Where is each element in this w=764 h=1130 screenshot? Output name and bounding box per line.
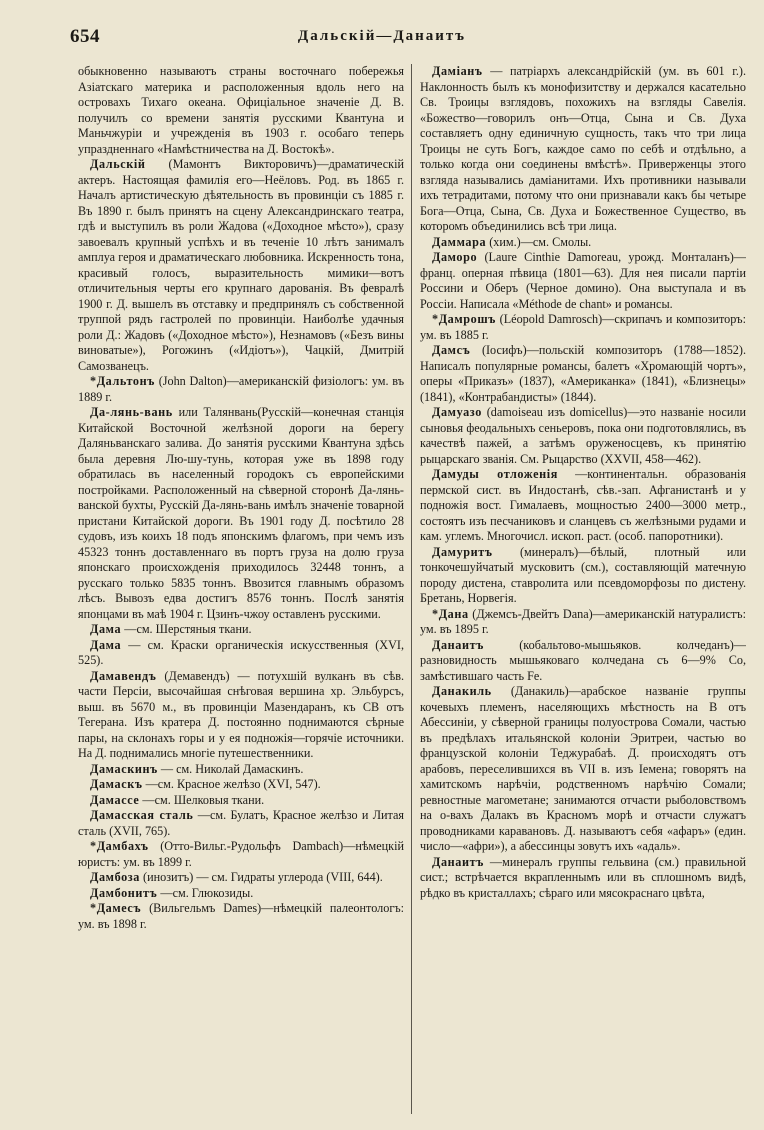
dictionary-entry	[420, 405, 746, 467]
entry-text: (Мамонтъ Викторовичъ)—драматическій актеръ. Настоящая фамилія его—Неёловъ. Род. въ 1865 г. Началъ артистическую дѣятельность въ провинціи съ 1885 г. Въ 1890 г. былъ принятъ на сцену Александринскаго театра, гдѣ и выступилъ въ роли Жадова («Доходное мѣсто»), сразу завоевалъ крупный успѣхъ и въ теченіе 10 лѣтъ занималъ амплуа героя и драматическаго любовника. Искренность тона, красивый голосъ, выразительность мимики—вотъ отличительныя черты его крупнаго дарованія. Въ февралѣ 1900 г. Д. вышелъ въ отставку и предпринялъ съ собственной труппой рядъ гастролей по провинціи. Наиболѣе удачныя роли Д.: Жадовъ («Доходное мѣсто»), Незнамовъ («Безъ вины виноватые»), Рогожинъ («Идіотъ»), Чацкій, Дмитрій Самозванецъ.	[78, 157, 404, 373]
entry-term: Данаитъ	[432, 637, 484, 652]
dictionary-entry	[420, 343, 746, 405]
entry-text: —минералъ группы гельвина (см.) правильной сист.; встрѣчается вкрапленнымъ или въ сплошномъ видѣ, рѣдко въ кристаллахъ; сѣраго или мясокраснаго цвѣта,	[420, 854, 746, 900]
running-head: Дальскій—Данаитъ	[297, 28, 467, 44]
dictionary-entry	[420, 684, 746, 855]
dictionary-entry	[78, 839, 404, 870]
entry-term: Дамавендъ	[90, 668, 157, 683]
dictionary-entry	[78, 808, 404, 839]
entry-term: *Дамесъ	[90, 901, 142, 915]
dictionary-entry	[420, 607, 746, 638]
entry-text: — см. Николай Дамаскинъ.	[160, 761, 304, 776]
entry-text: (Данакиль)—арабское названіе группы кочевыхъ племенъ, населяющихъ мѣстность на В отъ Абессиніи, у сѣверной границы полуострова Сомали, частью въ предѣлахъ итальянской колоніи Эритреи, частью во французской колоніи Теджурабаѣ. Д. происходятъ отъ арабовъ, переселившихся въ VII в. изъ Іемена; говорятъ на хамитскомъ нарѣчіи, родственномъ нарѣчію Сомали; ревностные магометане; занимаются отчасти рыболовствомъ на о-вахъ Далакъ въ Красномъ морѣ и отчасти служатъ проводниками каравановъ. Д. называютъ себя «афаръ» (един. число—«афри»), а абессинцы зовутъ ихъ «адаль».	[420, 684, 746, 853]
dictionary-entry	[78, 157, 404, 374]
dictionary-entry	[420, 638, 746, 685]
entry-text: (Вильгельмъ Dames)—нѣмецкій палеонтологъ: ум. въ 1898 г.	[78, 901, 404, 931]
dictionary-entry	[78, 64, 404, 157]
dictionary-entry	[420, 64, 746, 235]
entry-term: Дальскій	[90, 157, 146, 171]
entry-term: Дамаскъ	[90, 777, 143, 791]
dictionary-entry	[420, 312, 746, 343]
entry-term: Дамассе	[90, 792, 140, 807]
entry-term: Даморо	[432, 250, 478, 264]
dictionary-entry	[78, 762, 404, 778]
dictionary-entry	[78, 669, 404, 762]
dictionary-entry	[78, 374, 404, 405]
entry-term: Дамуазо	[432, 405, 482, 419]
entry-term: Да-лянь-вань	[90, 405, 173, 419]
entry-term: Дама	[90, 637, 122, 652]
entry-text: (John Dalton)—американскій физіологъ: ум. въ 1889 г.	[78, 374, 404, 404]
entry-term: Даміанъ	[432, 64, 483, 78]
entry-text: —см. Булатъ, Красное желѣзо и Литая сталь (XVII, 765).	[78, 808, 404, 838]
dictionary-entry	[78, 638, 404, 669]
entry-term: *Дальтонъ	[90, 374, 155, 388]
entry-text: —континентальн. образованія пермской сист. въ Индостанѣ, сѣв.-зап. Афганистанѣ и у подножія вост. Гималаевъ, мощностью 2400—3000 метр., состоятъ изъ песчаниковъ и сланцевъ съ желѣзными рудами и кам. углемъ. Многочисл. ископ. раст. (особ. папоротники).	[420, 467, 746, 543]
dictionary-entry	[420, 545, 746, 607]
entry-text: или Талянвань(Русскій—конечная станція Китайской Восточной желѣзной дороги на берегу Даляньванскаго залива. До занятія русскими Квантуна здѣсь была деревня Лю-шу-тунь, которая уже въ 1898 году обратилась въ населенный городокъ съ европейскими постройками. Расположенный на сѣверной сторонѣ Да-лянь-ванской бухты, Русскій Да-лянь-вань имѣлъ значеніе товарной пристани Китайской дороги. Въ 1901 году Д. посѣтило 28 судовъ, изъ коихъ 18 подъ японскимъ флагомъ, при чемъ изъ 45323 тоннъ доставленнаго въ портъ груза на долю груза японскаго происхожденія приходилось 32448 тоннъ, а русскаго только 5835 тоннъ. Ввозится главнымъ образомъ лѣсъ. Вывозъ едва достигъ 8576 тоннъ. Послѣ занятія японцами въ маѣ 1904 г. Цзинъ-чжоу оставленъ русскими.	[78, 405, 404, 621]
entry-term: Дамуды отложенія	[432, 467, 558, 481]
dictionary-entry	[78, 886, 404, 902]
dictionary-entry	[78, 405, 404, 622]
entry-term: Дамбоза	[90, 870, 140, 884]
entry-term: Дамасская сталь	[90, 808, 194, 822]
entry-term: Дамбонитъ	[90, 885, 158, 900]
page-header	[0, 22, 764, 52]
dictionary-entry	[78, 870, 404, 886]
dictionary-entry	[78, 901, 404, 932]
entry-text: (хим.)—см. Смолы.	[489, 234, 592, 249]
entry-text: (кобальтово-мышьяков. колчеданъ)—разновидность мышьяковаго колчедана съ 6—9% Co, замѣстившаго часть Fe.	[420, 637, 746, 683]
entry-text: —см. Красное желѣзо (XVI, 547).	[145, 777, 321, 791]
entry-text: (минералъ)—бѣлый, плотный или тонкочешуйчатый мусковитъ (см.), составляющій матечную породу дистена, ставролита или псевдоморфозы по дистену. Бретань, Норвегія.	[420, 544, 746, 605]
left-column	[78, 64, 404, 1114]
entry-text: (Отто-Вильг.-Рудольфъ Dambach)—нѣмецкій юристъ: ум. въ 1899 г.	[78, 839, 404, 869]
entry-text: (Laure Cinthie Damoreau, урожд. Монталанъ)—франц. оперная пѣвица (1801—63). Для нея писали партіи Россини и Оберъ (Черное домино). Она выступала и въ Россіи. Написала «Méthode de chant» и романсы.	[420, 250, 746, 311]
entry-term: *Дамрошъ	[432, 312, 496, 326]
column-divider	[411, 64, 412, 1114]
entry-text: (инозитъ) — см. Гидраты углерода (VIII, 644).	[143, 870, 383, 884]
entry-term: *Дана	[432, 606, 469, 621]
dictionary-entry	[78, 777, 404, 793]
entry-text: — см. Краски органическія искусственныя (XVI, 525).	[78, 637, 404, 667]
entry-text: —см. Шерстяныя ткани.	[124, 622, 252, 636]
entry-text: (Демавендъ) — потухшій вулканъ въ сѣв. части Персіи, высочайшая снѣговая вершина хр. Эльбурсъ, выш. въ 5670 м., въ провинціи Мазендаранъ, къ СВ отъ Тегерана. Изъ кратера Д. постоянно поднимаются сѣрные пары, на склонахъ горы и у ея подножія—горячіе источники. На Д. поднимались многіе путешественники.	[78, 668, 404, 760]
entry-text: —см. Шелковыя ткани.	[142, 792, 265, 807]
entry-term: Даммара	[432, 234, 487, 249]
dictionary-entry	[420, 250, 746, 312]
entry-text: обыкновенно называютъ страны восточнаго побережья Азіатскаго материка и расположенныя вдоль него на островахъ Тихаго океана. Офиціальное значеніе Д. В. получилъ со времени занятія русскими Квантуна и Маньчжуріи и учрежденія въ 1903 г. особаго теперь упраздненнаго «Намѣстничества на Д. Востокѣ».	[78, 64, 404, 156]
entry-term: Дама	[90, 622, 122, 636]
entry-term: Дамсъ	[432, 343, 471, 357]
entry-text: —см. Глюкозиды.	[160, 885, 254, 900]
entry-term: Дамуритъ	[432, 544, 493, 559]
entry-term: *Дамбахъ	[90, 839, 149, 853]
right-column	[420, 64, 746, 1114]
entry-text: (Джемсъ-Двейтъ Dana)—американскій натуралистъ: ум. въ 1895 г.	[420, 606, 746, 636]
entry-term: Дамаскинъ	[90, 761, 158, 776]
dictionary-entry	[420, 467, 746, 545]
page-number: 654	[70, 26, 100, 47]
dictionary-entry	[420, 855, 746, 902]
entry-term: Данакиль	[432, 684, 492, 698]
dictionary-entry	[78, 622, 404, 638]
entry-text: (Léopold Damrosch)—скрипачъ и композиторъ: ум. въ 1885 г.	[420, 312, 746, 342]
dictionary-entry	[420, 235, 746, 251]
entry-text: — патріархъ александрійскій (ум. въ 601 г.). Наклонность былъ къ монофизитству и держался касательно Св. Троицы взглядовъ, похожихъ на взгляды Савелія. «Божество—говорилъ онъ—Отца, Сына и Св. Духа составляетъ одну единичную сущность, такъ что три лица Троицы не суть Богъ, каждое само по себѣ и отдѣльно, а только когда они соединены вмѣстѣ». Приверженцы этого взгляда назывались даміанитами. Ихъ противники называли ихъ тетрадитами, потому что они признавали какъ бы четыре Бога—Отца, Сына, Св. Духа и Божественное Существо, въ которомъ объединились всѣ три лица.	[420, 64, 746, 233]
entry-text: (damoiseau изъ domicellus)—это названіе носили сыновья феодальныхъ сеньеровъ, пока они подготовлялись, въ качествѣ пажей, а затѣмъ оруженосцевъ, къ принятію рыцарскаго званія. См. Рыцарство (XXVII, 458—462).	[420, 405, 746, 466]
dictionary-entry	[78, 793, 404, 809]
entry-term: Данаитъ	[432, 854, 484, 869]
entry-text: (Іосифъ)—польскій композиторъ (1788—1852). Написалъ популярные романсы, балетъ «Хромающій чортъ», оперы «Приказъ» (1837), «Американка» (1841), «Близнецы» (1841), «Контрабандисты» (1844).	[420, 343, 746, 404]
